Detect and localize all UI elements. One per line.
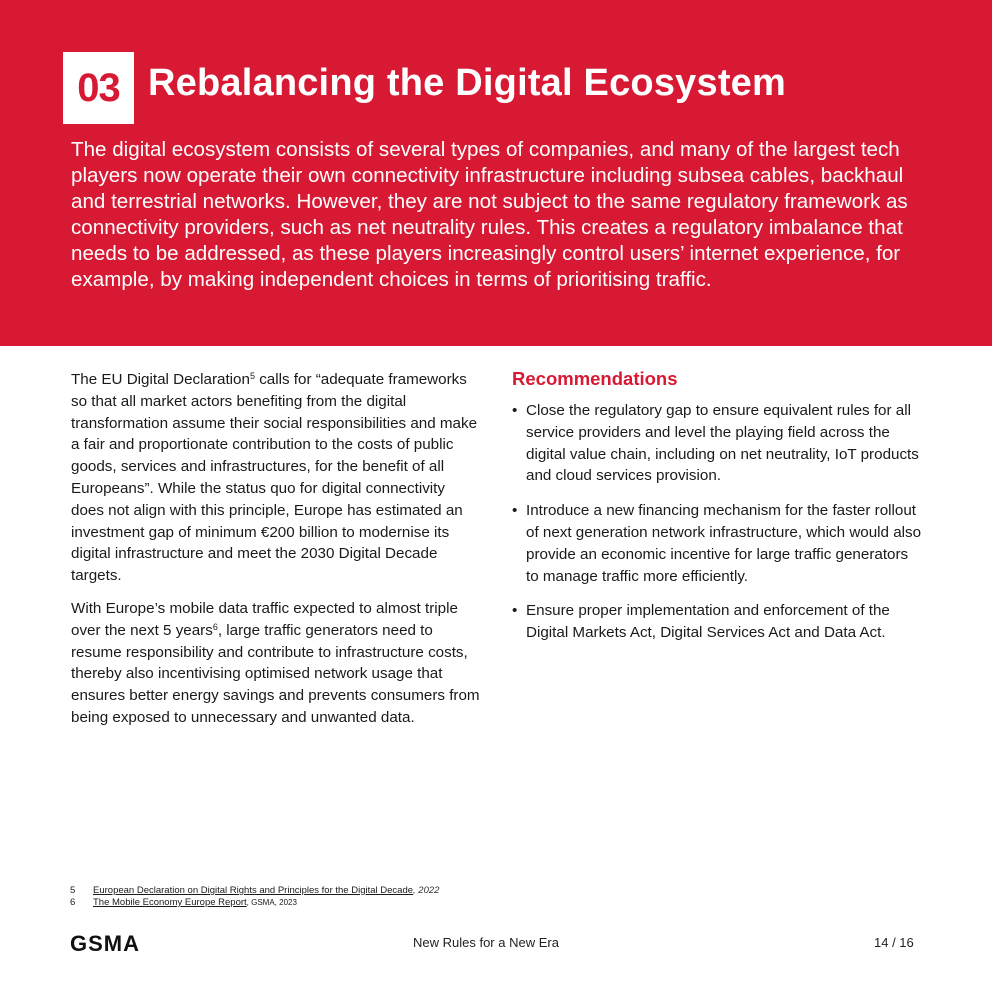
section-number-badge bbox=[63, 52, 134, 124]
bullet-icon: • bbox=[512, 502, 518, 520]
page-title: Rebalancing the Digital Ecosystem bbox=[148, 62, 786, 104]
footnote-ref-5[interactable]: 5 bbox=[249, 371, 255, 381]
recommendations-list bbox=[512, 400, 922, 644]
footnote-link[interactable]: The Mobile Economy Europe Report bbox=[93, 897, 247, 908]
page-number: 14 / 16 bbox=[874, 935, 914, 950]
footnote-6: 6 The Mobile Economy Europe Report, GSMA, 2023 bbox=[70, 897, 297, 908]
bullet-icon: • bbox=[512, 602, 518, 620]
recommendations-panel bbox=[512, 368, 922, 657]
body-paragraph-2: With Europe’s mobile data traffic expected to almost triple over the next 5 years$^6$, large traffic generators need to resume responsibility and contribute to infrastructure costs, thereby also incentivising optimised network usage that ensures better energy savings and prevents consumers from being exposed to unnecessary and unwanted data. bbox=[71, 599, 480, 726]
gsma-logo: GSMA bbox=[70, 931, 140, 956]
footer-title: New Rules for a New Era bbox=[413, 935, 559, 950]
recommendation-item: • Close the regulatory gap to ensure equivalent rules for all service providers and level the playing field across the digital value chain, including on net neutrality, IoT products and cloud services provision. bbox=[512, 402, 919, 485]
bullet-icon: • bbox=[512, 402, 518, 419]
footnote-5: 5 European Declaration on Digital Rights and Principles for the Digital Decade, 2022 bbox=[70, 885, 440, 896]
header-banner bbox=[0, 0, 992, 346]
footnotes bbox=[70, 885, 439, 909]
body-paragraph-1: The EU Digital Declaration$^5$ calls for “adequate frameworks so that all market actors benefiting from the digital transformation assume their social responsibilities and make a fair and proportionate contribution to the costs of public goods, services and infrastructures, for the benefit of all Europeans”. While the status quo for digital connectivity does not align with this principle, Europe has estimated an investment gap of minimum €200 billion to modernise its digital infrastructure and meet the 2030 Digital Decade targets. bbox=[71, 371, 478, 585]
recommendations-heading: Recommendations bbox=[512, 368, 678, 389]
footnote-link[interactable]: European Declaration on Digital Rights and Principles for the Digital Decade bbox=[93, 885, 414, 896]
footnote-ref-6[interactable]: 6 bbox=[212, 621, 218, 632]
recommendation-item: • Ensure proper implementation and enforcement of the Digital Markets Act, Digital Services Act and Data Act. bbox=[512, 602, 890, 642]
body-column bbox=[71, 369, 481, 740]
intro-paragraph: The digital ecosystem consists of several types of companies, and many of the largest tech players now operate their own connectivity infrastructure including subsea cables, backhaul and terrestrial networks. However, they are not subject to the same regulatory framework as connectivity providers, such as net neutrality rules. This creates a regulatory imbalance that needs to be addressed, as these players increasingly control users’ internet experience, for example, by making independent choices in terms of prioritising traffic. bbox=[71, 138, 908, 291]
recommendation-item: • Introduce a new financing mechanism for the faster rollout of next generation network infrastructure, which would also provide an economic incentive for large traffic generators to manage traffic more efficiently. bbox=[512, 502, 922, 585]
section-number: 03 bbox=[77, 65, 120, 110]
